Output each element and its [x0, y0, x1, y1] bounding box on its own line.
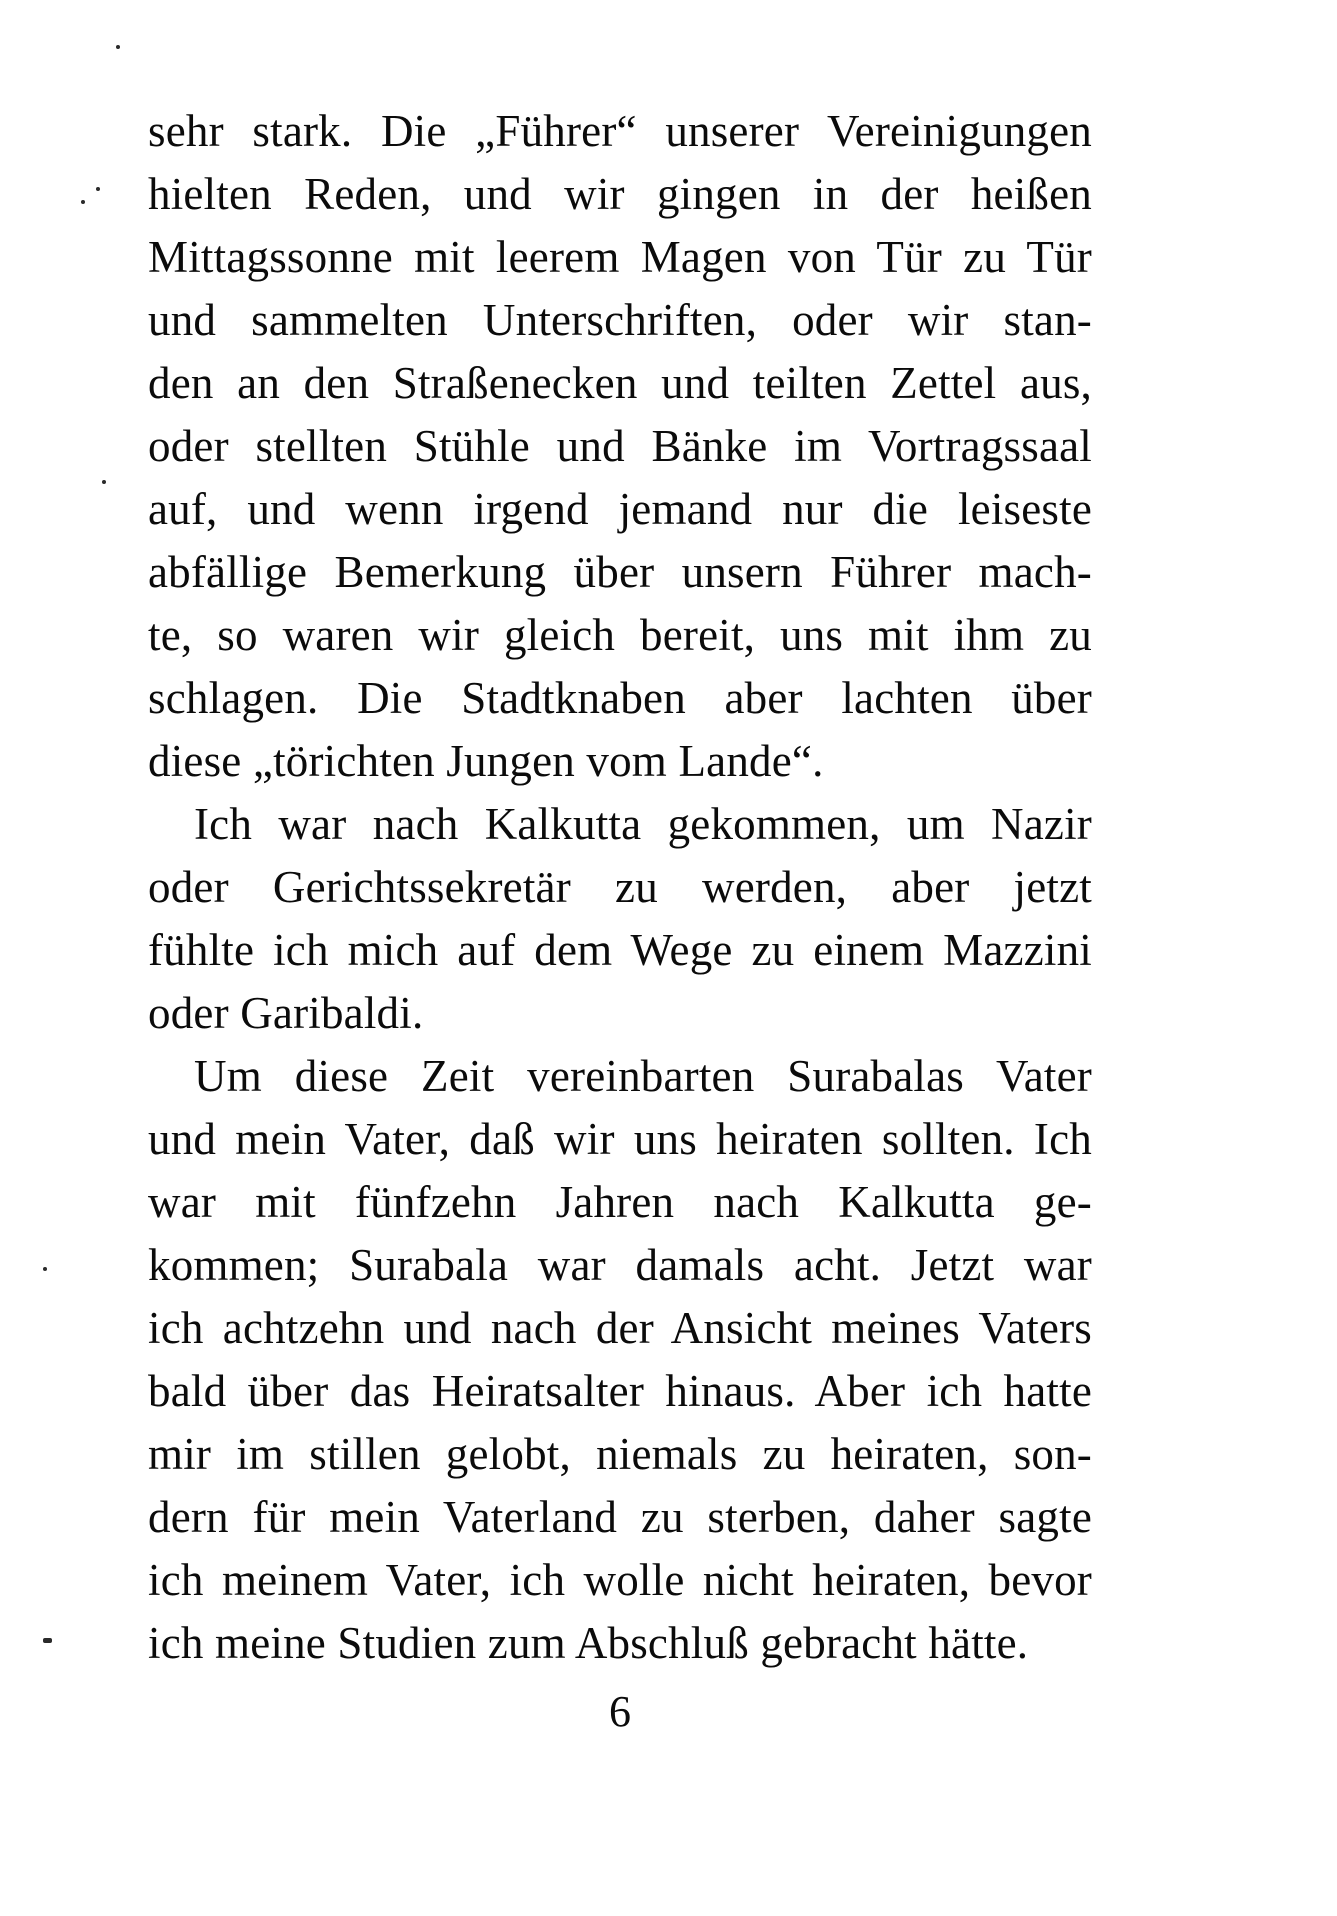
- scan-speck: [43, 1267, 47, 1271]
- text-line: war mit fünfzehn Jahren nach Kalkutta ge-: [148, 1177, 1092, 1227]
- page-text: [148, 100, 1092, 1675]
- text-line: ich meinem Vater, ich wolle nicht heiraten, bevor: [148, 1555, 1092, 1605]
- text-line: und sammelten Unterschriften, oder wir stan-: [148, 295, 1092, 345]
- text-line: den an den Straßenecken und teilten Zettel aus,: [148, 358, 1092, 408]
- scan-speck: [81, 200, 85, 204]
- text-line: auf, und wenn irgend jemand nur die leiseste: [148, 484, 1092, 534]
- text-line: und mein Vater, daß wir uns heiraten sollten. Ich: [148, 1114, 1092, 1164]
- text-line: hielten Reden, und wir gingen in der heißen: [148, 169, 1092, 219]
- text-line: Um diese Zeit vereinbarten Surabalas Vater: [194, 1051, 1092, 1101]
- text-line: fühlte ich mich auf dem Wege zu einem Mazzini: [148, 925, 1092, 975]
- text-line: schlagen. Die Stadtknaben aber lachten über: [148, 673, 1092, 723]
- text-line: sehr stark. Die „Führer“ unserer Vereinigungen: [148, 106, 1092, 156]
- text-line: Mittagssonne mit leerem Magen von Tür zu Tür: [148, 232, 1092, 282]
- page-number: 6: [609, 1687, 631, 1736]
- text-line: oder Garibaldi.: [148, 988, 424, 1038]
- text-line: oder Gerichtssekretär zu werden, aber jetzt: [148, 862, 1092, 912]
- text-line: mir im stillen gelobt, niemals zu heiraten, son-: [148, 1429, 1092, 1479]
- text-line: diese „törichten Jungen vom Lande“.: [148, 736, 824, 786]
- text-line: bald über das Heiratsalter hinaus. Aber ich hatte: [148, 1366, 1092, 1416]
- text-line: kommen; Surabala war damals acht. Jetzt war: [148, 1240, 1092, 1290]
- text-line: ich meine Studien zum Abschluß gebracht hätte.: [148, 1618, 1029, 1668]
- text-line: te, so waren wir gleich bereit, uns mit ihm zu: [148, 610, 1092, 660]
- text-line: ich achtzehn und nach der Ansicht meines Vaters: [148, 1303, 1092, 1353]
- scan-speck: [43, 1638, 52, 1643]
- text-line: Ich war nach Kalkutta gekommen, um Nazir: [194, 799, 1092, 849]
- scan-speck: [116, 45, 120, 49]
- scan-speck: [96, 187, 100, 191]
- text-line: abfällige Bemerkung über unsern Führer mach-: [148, 547, 1092, 597]
- scan-speck: [102, 480, 106, 484]
- text-line: dern für mein Vaterland zu sterben, daher sagte: [148, 1492, 1092, 1542]
- text-line: oder stellten Stühle und Bänke im Vortragssaal: [148, 421, 1092, 471]
